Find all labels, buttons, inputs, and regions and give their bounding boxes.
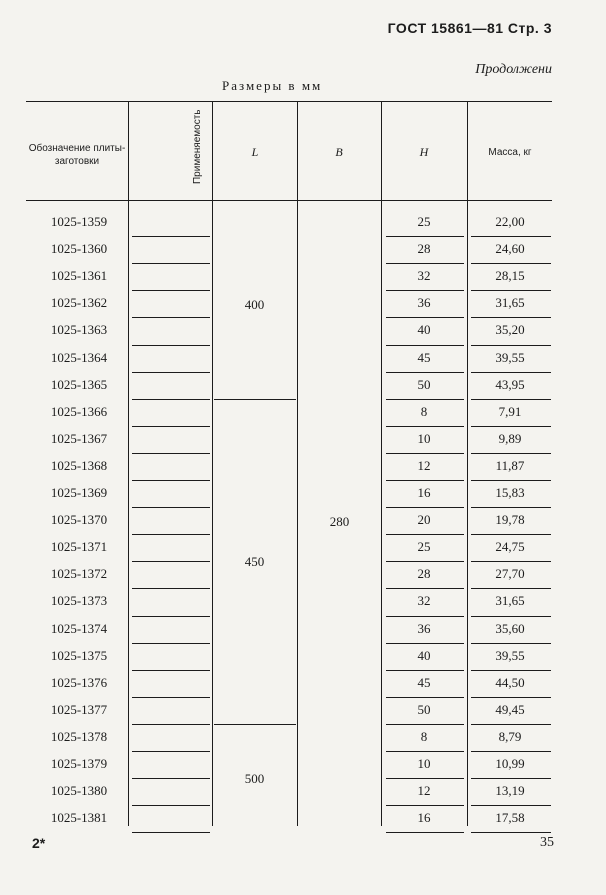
mass-line	[471, 480, 551, 481]
mass-cell: 9,89	[498, 430, 522, 446]
h-cell: 10	[417, 430, 431, 446]
designation-cell: 1025-1366	[50, 403, 108, 419]
mass-cell: 43,95	[495, 376, 525, 392]
mass-line	[471, 670, 551, 671]
mass-cell: 15,83	[495, 485, 525, 500]
mass-line	[471, 616, 551, 617]
applicability-line	[132, 399, 210, 400]
designation-cell: 1025-1365	[50, 376, 108, 392]
h-cell: 28	[417, 566, 431, 582]
page-header: ГОСТ 15861—81 Стр. 3	[387, 20, 552, 36]
mass-cell: 27,70	[495, 566, 525, 582]
col-header-applicability: Применяемость	[192, 109, 203, 184]
l-value-cell: 500	[244, 771, 265, 787]
col-divider	[467, 101, 468, 826]
designation-cell: 1025-1362	[50, 295, 108, 311]
h-cell: 12	[417, 783, 431, 799]
mass-cell: 35,20	[495, 322, 525, 338]
col-header-L: L	[251, 145, 259, 159]
sheet-mark: 2*	[32, 835, 46, 851]
designation-cell: 1025-1374	[50, 620, 108, 636]
h-cell: 12	[417, 457, 431, 473]
applicability-line	[132, 643, 210, 644]
designation-cell: 1025-1377	[50, 701, 108, 717]
h-line	[386, 805, 464, 806]
continuation-label: Продолжени	[475, 62, 552, 77]
b-value-cell: 280	[329, 513, 350, 529]
mass-line	[471, 561, 551, 562]
h-cell: 8	[420, 403, 428, 419]
col-header-mass: Масса, кг	[488, 147, 532, 158]
mass-cell: 39,55	[495, 647, 525, 663]
h-line	[386, 588, 464, 589]
designation-cell: 1025-1380	[50, 783, 108, 799]
h-line	[386, 317, 464, 318]
designation-cell: 1025-1376	[50, 674, 108, 690]
col-divider	[297, 101, 298, 826]
h-line	[386, 399, 464, 400]
h-cell: 50	[417, 376, 431, 392]
page-number: 35	[540, 835, 554, 850]
h-line	[386, 426, 464, 427]
designation-cell: 1025-1370	[50, 512, 108, 528]
h-line	[386, 616, 464, 617]
mass-line	[471, 426, 551, 427]
mass-line	[471, 317, 551, 318]
designation-cell: 1025-1375	[50, 647, 108, 663]
mass-line	[471, 588, 551, 589]
h-cell: 16	[417, 810, 431, 826]
h-line	[386, 236, 464, 237]
h-cell: 28	[417, 241, 431, 257]
h-line	[386, 263, 464, 264]
designation-cell: 1025-1367	[50, 430, 108, 446]
applicability-line	[132, 616, 210, 617]
mass-line	[471, 453, 551, 454]
h-line	[386, 453, 464, 454]
l-group-line	[214, 724, 296, 725]
mass-line	[471, 507, 551, 508]
h-line	[386, 507, 464, 508]
l-group-line	[214, 399, 296, 400]
mass-cell: 13,19	[495, 783, 525, 799]
mass-line	[471, 805, 551, 806]
mass-cell: 8,79	[498, 728, 522, 744]
applicability-line	[132, 697, 210, 698]
table-top-rule	[26, 101, 552, 102]
col-header-H: H	[419, 145, 429, 159]
mass-line	[471, 697, 551, 698]
h-cell: 20	[417, 512, 431, 528]
h-line	[386, 480, 464, 481]
applicability-line	[132, 588, 210, 589]
applicability-line	[132, 561, 210, 562]
mass-cell: 24,75	[495, 539, 525, 555]
mass-line	[471, 534, 551, 535]
mass-cell: 49,45	[495, 701, 525, 717]
mass-line	[471, 778, 551, 779]
h-line	[386, 670, 464, 671]
h-line	[386, 643, 464, 644]
designation-cell: 1025-1363	[50, 322, 108, 338]
mass-line	[471, 751, 551, 752]
applicability-line	[132, 507, 210, 508]
h-cell: 25	[417, 214, 431, 229]
designation-cell: 1025-1381	[50, 810, 108, 826]
h-line	[386, 561, 464, 562]
designation-cell: 1025-1368	[50, 457, 108, 473]
designation-cell: 1025-1372	[50, 566, 108, 582]
col-divider	[212, 101, 213, 826]
col-divider	[381, 101, 382, 826]
applicability-line	[132, 345, 210, 346]
h-cell: 40	[417, 322, 431, 338]
h-line	[386, 697, 464, 698]
h-line	[386, 372, 464, 373]
designation-cell: 1025-1379	[50, 756, 108, 771]
applicability-line	[132, 263, 210, 264]
applicability-line	[132, 805, 210, 806]
mass-line	[471, 372, 551, 373]
designation-cell: 1025-1369	[50, 485, 108, 500]
mass-cell: 28,15	[495, 268, 525, 284]
l-value-cell: 450	[244, 554, 265, 570]
h-line	[386, 778, 464, 779]
h-cell: 10	[417, 756, 431, 771]
mass-cell: 11,87	[495, 457, 525, 473]
mass-cell: 35,60	[495, 620, 525, 636]
h-cell: 45	[417, 349, 431, 365]
col-header-applicability-wrap	[146, 30, 203, 184]
h-cell: 36	[417, 295, 431, 311]
h-cell: 16	[417, 485, 431, 500]
applicability-line	[132, 480, 210, 481]
l-value-cell: 400	[244, 296, 265, 312]
mass-cell: 31,65	[495, 295, 525, 311]
applicability-line	[132, 670, 210, 671]
applicability-line	[132, 372, 210, 373]
mass-line	[471, 236, 551, 237]
applicability-line	[132, 317, 210, 318]
mass-cell: 31,65	[495, 593, 525, 609]
col-header-B: B	[335, 145, 343, 159]
mass-cell: 17,58	[495, 810, 525, 826]
h-cell: 45	[417, 674, 431, 690]
mass-cell: 24,60	[495, 241, 525, 257]
h-line	[386, 290, 464, 291]
h-cell: 36	[417, 620, 431, 636]
header-bottom-rule	[26, 200, 552, 201]
h-cell: 32	[417, 593, 431, 609]
h-line	[386, 534, 464, 535]
h-line	[386, 832, 464, 833]
designation-cell: 1025-1359	[50, 214, 108, 229]
mass-cell: 7,91	[498, 403, 522, 419]
designation-cell: 1025-1378	[50, 728, 108, 744]
designation-cell: 1025-1373	[50, 593, 108, 609]
h-cell: 8	[420, 728, 428, 744]
col-header-designation: Обозначение плиты-заготовки	[28, 143, 126, 167]
mass-line	[471, 290, 551, 291]
mass-line	[471, 724, 551, 725]
designation-cell: 1025-1364	[50, 349, 108, 365]
mass-line	[471, 345, 551, 346]
applicability-line	[132, 534, 210, 535]
mass-cell: 39,55	[495, 349, 525, 365]
applicability-line	[132, 751, 210, 752]
mass-cell: 19,78	[495, 512, 525, 528]
applicability-line	[132, 453, 210, 454]
applicability-line	[132, 236, 210, 237]
h-line	[386, 724, 464, 725]
designation-cell: 1025-1360	[50, 241, 108, 257]
mass-line	[471, 399, 551, 400]
applicability-line	[132, 724, 210, 725]
applicability-line	[132, 290, 210, 291]
mass-line	[471, 832, 551, 833]
applicability-line	[132, 426, 210, 427]
mass-line	[471, 643, 551, 644]
h-line	[386, 345, 464, 346]
h-cell: 50	[417, 701, 431, 717]
h-cell: 40	[417, 647, 431, 663]
designation-cell: 1025-1371	[50, 539, 108, 555]
mass-cell: 22,00	[495, 214, 525, 229]
h-line	[386, 751, 464, 752]
units-caption: Размеры в мм	[222, 78, 323, 93]
mass-cell: 10,99	[495, 756, 525, 771]
h-cell: 32	[417, 268, 431, 284]
applicability-line	[132, 778, 210, 779]
mass-cell: 44,50	[495, 674, 525, 690]
h-cell: 25	[417, 539, 431, 555]
applicability-line	[132, 832, 210, 833]
mass-line	[471, 263, 551, 264]
designation-cell: 1025-1361	[50, 268, 108, 284]
col-divider	[128, 101, 129, 826]
